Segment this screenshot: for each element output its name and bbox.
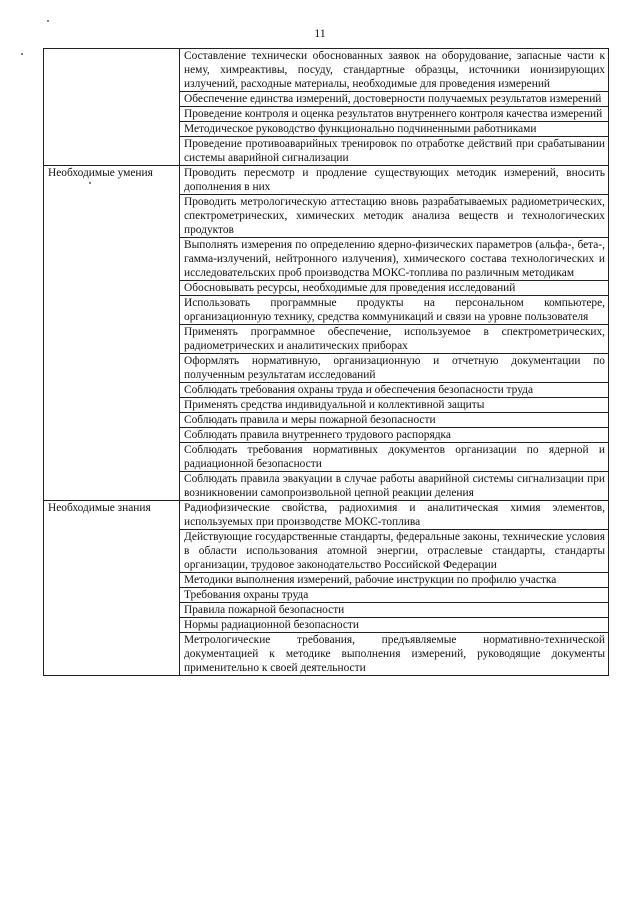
requirement-item: Оформлять нормативную, организационную и отчетную документации по полученным результатам исследований <box>180 354 609 383</box>
requirement-item: Методики выполнения измерений, рабочие инструкции по профилю участка <box>180 573 609 588</box>
requirement-item: Правила пожарной безопасности <box>180 603 609 618</box>
table-row <box>44 166 609 195</box>
requirement-item: Требования охраны труда <box>180 588 609 603</box>
requirement-item: Составление технически обоснованных заявок на оборудование, запасные части к нему, химреактивы, посуду, стандартные образцы, источники ионизирующих излучений, расходные материалы, необходимые для проведения измерений <box>180 49 609 92</box>
requirement-item: Выполнять измерения по определению ядерно-физических параметров (альфа-, бета-, гамма-излучений, нейтронного излучения), химического состава технологических и исследовательских проб производства МОКС-топлива по различным методикам <box>180 238 609 281</box>
requirement-item: Действующие государственные стандарты, федеральные законы, технические условия в области использования атомной энергии, отраслевые стандарты, стандарты организации, трудовое законодательство Российской Федерации <box>180 530 609 573</box>
requirement-item: Применять средства индивидуальной и коллективной защиты <box>180 398 609 413</box>
table-row <box>44 501 609 530</box>
requirement-item: Применять программное обеспечение, используемое в спектрометрических, радиометрических и аналитических приборах <box>180 325 609 354</box>
requirement-item: Соблюдать правила внутреннего трудового распорядка <box>180 428 609 443</box>
requirement-item: Нормы радиационной безопасности <box>180 618 609 633</box>
profile-table <box>43 48 609 676</box>
requirement-item: Методическое руководство функционально подчиненными работниками <box>180 122 609 137</box>
requirement-item: Радиофизические свойства, радиохимия и аналитическая химия элементов, используемых при производстве МОКС-топлива <box>180 501 609 530</box>
section-label: Необходимые знания <box>44 501 180 676</box>
page-number: 11 <box>314 26 326 40</box>
requirement-item: Соблюдать правила эвакуации в случае работы аварийной системы сигнализации при возникновении самопроизвольной цепной реакции деления <box>180 472 609 501</box>
table-body <box>44 49 609 676</box>
requirement-item: Метрологические требования, предъявляемые нормативно-технической документацией к методике выполнения измерений, руководящие документы применительно к своей деятельности <box>180 633 609 676</box>
section-label <box>44 49 180 166</box>
requirement-item: Соблюдать правила и меры пожарной безопасности <box>180 413 609 428</box>
requirement-item: Проведение контроля и оценка результатов внутреннего контроля качества измерений <box>180 107 609 122</box>
scan-speck <box>21 53 23 55</box>
requirement-item: Соблюдать требования нормативных документов организации по ядерной и радиационной безопасности <box>180 443 609 472</box>
table-row <box>44 49 609 92</box>
requirement-item: Проведение противоаварийных тренировок по отработке действий при срабатывании системы аварийной сигнализации <box>180 137 609 166</box>
requirement-item: Соблюдать требования охраны труда и обеспечения безопасности труда <box>180 383 609 398</box>
requirement-item: Использовать программные продукты на персональном компьютере, организационную технику, средства коммуникаций и связи на уровне пользователя <box>180 296 609 325</box>
requirement-item: Проводить метрологическую аттестацию вновь разрабатываемых радиометрических, спектрометрических, химических методик анализа веществ и технологических продуктов <box>180 195 609 238</box>
scan-speck <box>47 20 49 22</box>
section-label: Необходимые умения <box>44 166 180 501</box>
requirement-item: Обеспечение единства измерений, достоверности получаемых результатов измерений <box>180 92 609 107</box>
requirement-item: Проводить пересмотр и продление существующих методик измерений, вносить дополнения в них <box>180 166 609 195</box>
requirement-item: Обосновывать ресурсы, необходимые для проведения исследований <box>180 281 609 296</box>
